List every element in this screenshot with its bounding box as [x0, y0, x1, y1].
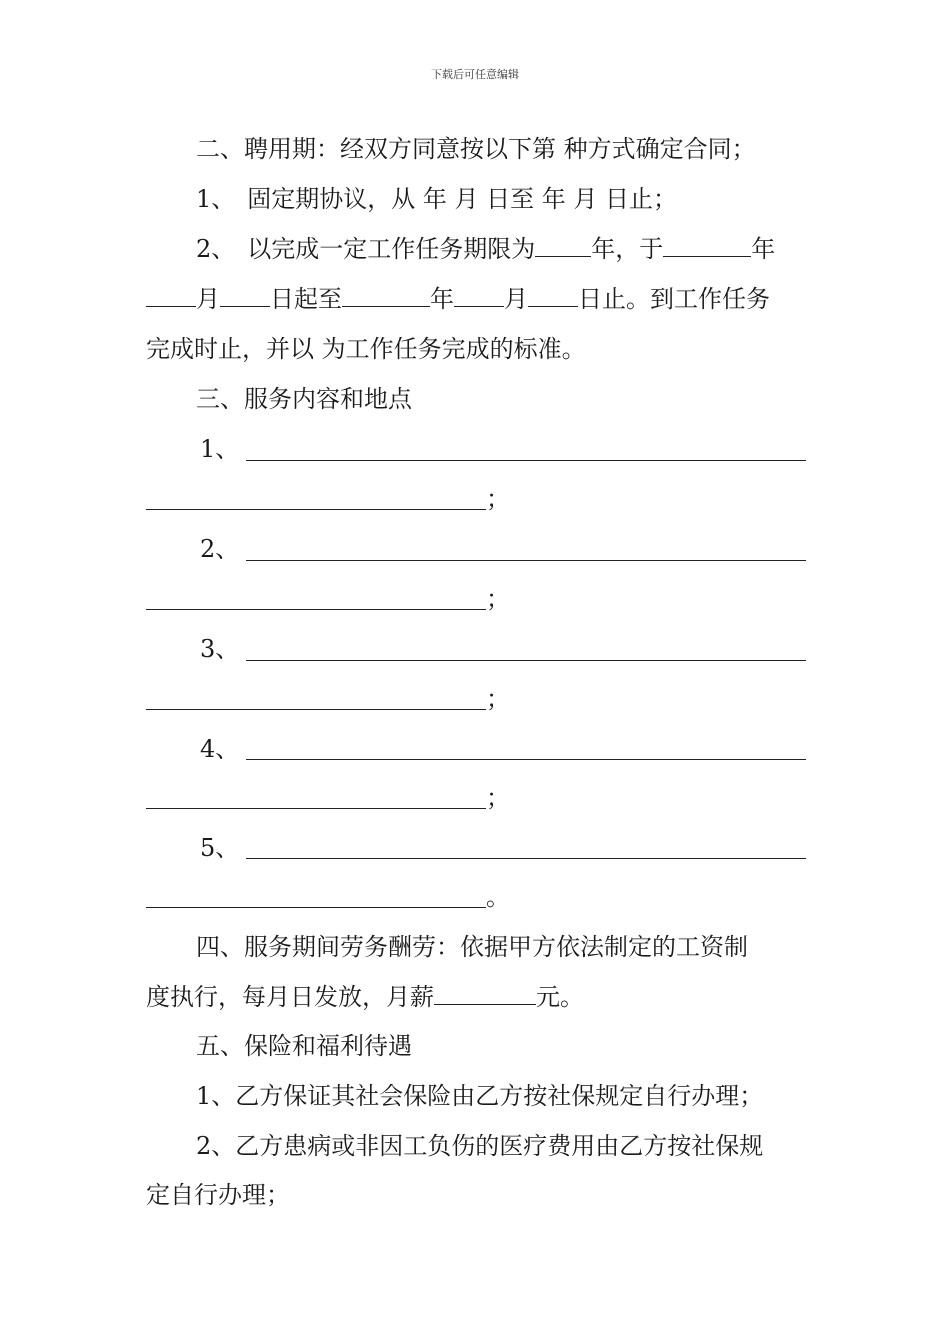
service-item-line[interactable] [246, 560, 806, 561]
blank-field[interactable] [220, 284, 270, 307]
item-2-text-a: 2、 以完成一定工作任务期限为 [196, 235, 536, 263]
service-item-line[interactable] [246, 460, 806, 461]
service-item-number: 1、 [200, 435, 240, 463]
text-start: 日起至 [270, 285, 342, 313]
service-item-line[interactable] [246, 759, 806, 760]
blank-field[interactable] [146, 284, 196, 307]
service-item-line[interactable] [246, 660, 806, 661]
service-item-line[interactable] [146, 709, 486, 710]
service-item-number: 4、 [200, 735, 240, 763]
section-3-title: 三、服务内容和地点 [196, 385, 412, 413]
salary-unit: 元。 [536, 983, 584, 1011]
service-item-end: ； [486, 485, 510, 513]
section-2-item-2-line-3: 完成时止，并以 为工作任务完成的标准。 [146, 335, 586, 363]
service-item-end: 。 [486, 883, 510, 911]
section-5-title: 五、保险和福利待遇 [196, 1032, 412, 1060]
salary-text: 度执行，每月日发放，月薪 [146, 983, 434, 1011]
service-item-line[interactable] [146, 808, 486, 809]
section-5-item-1: 1、乙方保证其社会保险由乙方按社保规定自行办理； [196, 1082, 764, 1110]
section-4-line-2 [146, 982, 806, 1012]
section-2-title: 二、聘用期：经双方同意按以下第 种方式确定合同； [196, 135, 756, 163]
section-5-item-2-cont: 定自行办理； [146, 1181, 290, 1209]
blank-field[interactable] [535, 234, 591, 257]
service-item-number: 3、 [200, 635, 240, 663]
section-4-line-1: 四、服务期间劳务酬劳：依据甲方依法制定的工资制 [196, 933, 748, 961]
service-item-end: ； [486, 685, 510, 713]
service-item-number: 2、 [200, 535, 240, 563]
section-5-item-2: 2、乙方患病或非因工负伤的医疗费用由乙方按社保规 [196, 1132, 764, 1160]
page-header: 下载后可任意编辑 [431, 68, 519, 81]
service-item-line[interactable] [146, 609, 486, 610]
item-2-text-b: 年，于 [591, 235, 664, 263]
text-month: 月 [196, 285, 220, 313]
blank-field[interactable] [342, 284, 430, 307]
text-year: 年 [430, 285, 454, 313]
service-item-line[interactable] [146, 509, 486, 510]
service-item-end: ； [486, 784, 510, 812]
section-2-item-1: 1、 固定期协议，从 年 月 日至 年 月 日止； [196, 185, 678, 213]
service-item-line[interactable] [146, 907, 486, 908]
service-item-line[interactable] [246, 858, 806, 859]
text-month: 月 [504, 285, 528, 313]
service-item-number: 5、 [200, 834, 240, 862]
section-2-item-2 [196, 234, 806, 264]
service-item-end: ； [486, 585, 510, 613]
item-2-text-c: 年 [751, 235, 776, 263]
blank-field[interactable] [528, 284, 578, 307]
text-end: 日止。到工作任务 [578, 285, 770, 313]
salary-blank[interactable] [434, 982, 536, 1005]
blank-field[interactable] [663, 234, 751, 257]
section-2-item-2-line-2 [146, 284, 806, 314]
blank-field[interactable] [454, 284, 504, 307]
